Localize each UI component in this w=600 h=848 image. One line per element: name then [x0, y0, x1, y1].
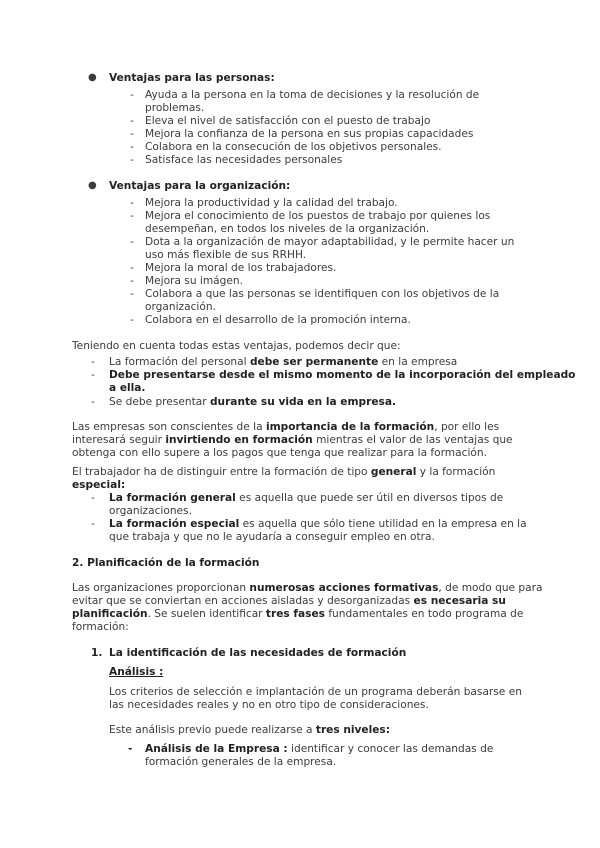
- conclusion-3: Se debe presentar durante su vida en la empresa.: [109, 396, 397, 408]
- formacion-especial: La formación especial es aquella que sólo tiene utilidad en la empresa en la: [109, 518, 527, 530]
- list-item: Mejora el conocimiento de los puestos de trabajo por quienes los: [145, 210, 491, 222]
- list-item: Eleva el nivel de satisfacción con el puesto de trabajo: [145, 115, 431, 127]
- dash-marker: -: [130, 288, 134, 300]
- list-item: Colabora a que las personas se identifiquen con los objetivos de la: [145, 288, 500, 300]
- list-item: Mejora la confianza de la persona en sus propias capacidades: [145, 128, 474, 140]
- dash-marker: -: [91, 492, 95, 504]
- list-item: Satisface las necesidades personales: [145, 154, 343, 166]
- list-item: Colabora en el desarrollo de la promoción interna.: [145, 314, 411, 326]
- level-empresa: Análisis de la Empresa : identificar y conocer las demandas de: [145, 743, 494, 755]
- conclusion-1: La formación del personal debe ser permanente en la empresa: [109, 356, 458, 368]
- para-planificacion-line3: planificación. Se suelen identificar tres fases fundamentales en todo programa de: [72, 608, 524, 620]
- dash-marker: -: [130, 236, 134, 248]
- formacion-especial-cont: que trabaja y que no le ayudaría a conseguir empleo en otra.: [109, 531, 435, 543]
- conclusion-2: Debe presentarse desde el mismo momento de la incorporación del empleado: [109, 369, 576, 381]
- conclusion-2-cont: a ella.: [109, 382, 146, 394]
- dash-marker: -: [91, 356, 95, 368]
- level-empresa-cont: formación generales de la empresa.: [145, 756, 337, 768]
- para-planificacion-line4: formación:: [72, 621, 129, 633]
- intro-text: Teniendo en cuenta todas estas ventajas, podemos decir que:: [72, 340, 401, 352]
- list-item: Ayuda a la persona en la toma de decisiones y la resolución de: [145, 89, 480, 101]
- dash-marker: -: [130, 141, 134, 153]
- dash-marker: -: [130, 128, 134, 140]
- list-item-cont: problemas.: [145, 102, 205, 114]
- bullet-icon: ●: [88, 180, 97, 191]
- dash-marker: -: [130, 115, 134, 127]
- dash-marker: -: [130, 197, 134, 209]
- section-title-organizacion: Ventajas para la organización:: [109, 180, 291, 192]
- para-planificacion-line2: evitar que se conviertan en acciones aisladas y desorganizadas es necesaria su: [72, 595, 506, 607]
- formacion-general-cont: organizaciones.: [109, 505, 192, 517]
- formacion-general: La formación general es aquella que puede ser útil en diversos tipos de: [109, 492, 504, 504]
- dash-marker: -: [130, 210, 134, 222]
- para-types-line2: especial:: [72, 479, 126, 491]
- list-item: Dota a la organización de mayor adaptabilidad, y le permite hacer un: [145, 236, 515, 248]
- list-item-cont: organización.: [145, 301, 216, 313]
- dash-marker: -: [91, 369, 95, 381]
- subheading-analisis: Análisis :: [109, 666, 164, 678]
- list-item-cont: uso más flexible de sus RRHH.: [145, 249, 307, 261]
- heading-planificacion: 2. Planificación de la formación: [72, 557, 260, 569]
- dash-marker: -: [130, 89, 134, 101]
- dash-marker: -: [130, 262, 134, 274]
- para-importance-line1: Las empresas son conscientes de la importancia de la formación, por ello les: [72, 421, 500, 433]
- step-number: 1.: [91, 647, 103, 659]
- para-types-line1: El trabajador ha de distinguir entre la formación de tipo general y la formación: [72, 466, 496, 478]
- dash-marker: -: [91, 518, 95, 530]
- dash-marker: -: [128, 743, 133, 755]
- step-title: La identificación de las necesidades de formación: [109, 647, 407, 659]
- para-importance-line3: obtenga con ello supere a los pagos que tenga que realizar para la formación.: [72, 447, 487, 459]
- dash-marker: -: [130, 314, 134, 326]
- list-item: Mejora la moral de los trabajadores.: [145, 262, 337, 274]
- list-item: Mejora la productividad y la calidad del trabajo.: [145, 197, 398, 209]
- dash-marker: -: [91, 396, 95, 408]
- bullet-icon: ●: [88, 72, 97, 83]
- analysis-levels: Este análisis previo puede realizarse a tres niveles:: [109, 724, 390, 736]
- section-title-personas: Ventajas para las personas:: [109, 72, 275, 84]
- analysis-para-line1: Los criterios de selección e implantación de un programa deberán basarse en: [109, 686, 522, 698]
- dash-marker: -: [130, 154, 134, 166]
- para-planificacion-line1: Las organizaciones proporcionan numerosas acciones formativas, de modo que para: [72, 582, 543, 594]
- list-item: Mejora su imágen.: [145, 275, 243, 287]
- analysis-para-line2: las necesidades reales y no en otro tipo de consideraciones.: [109, 699, 429, 711]
- para-importance-line2: interesará seguir invirtiendo en formación mientras el valor de las ventajas que: [72, 434, 513, 446]
- list-item: Colabora en la consecución de los objetivos personales.: [145, 141, 442, 153]
- list-item-cont: desempeñan, en todos los niveles de la organización.: [145, 223, 430, 235]
- dash-marker: -: [130, 275, 134, 287]
